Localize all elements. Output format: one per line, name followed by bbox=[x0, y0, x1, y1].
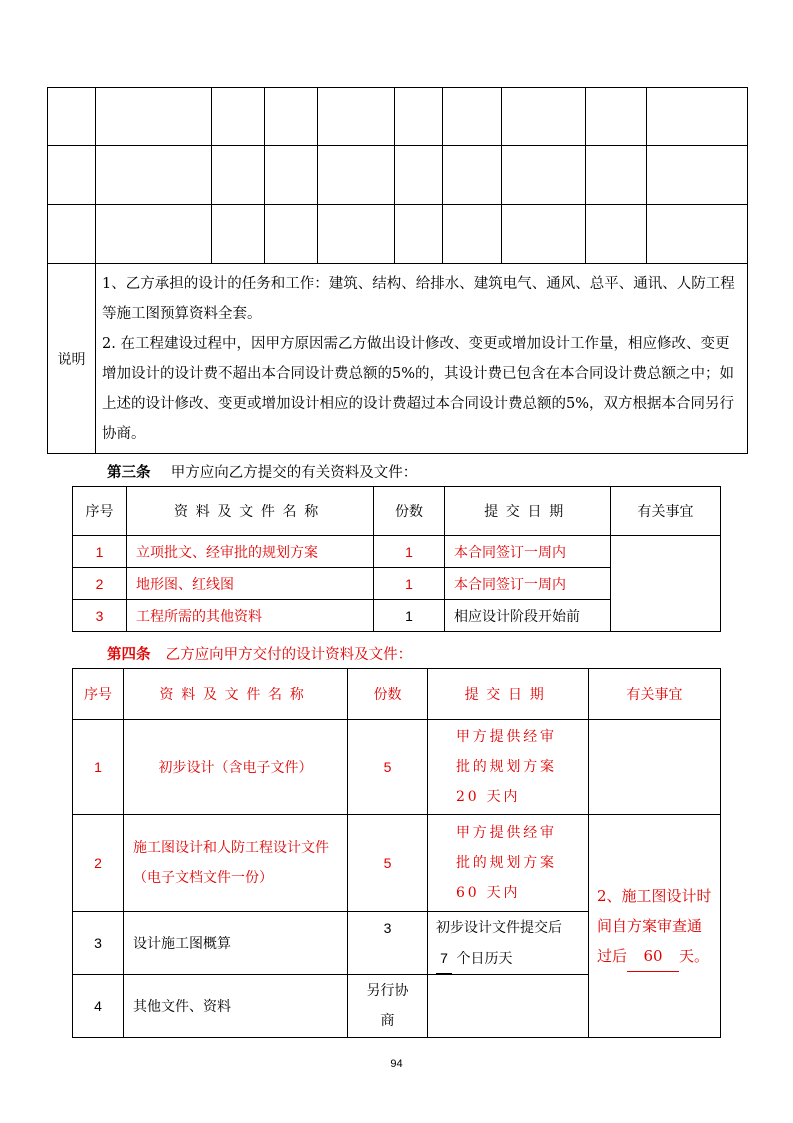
row-remarks bbox=[589, 815, 721, 1038]
table-row bbox=[73, 720, 721, 815]
row-copies: 5 bbox=[348, 720, 428, 815]
note-row bbox=[48, 264, 748, 454]
header-remarks: 有关事宜 bbox=[589, 669, 721, 720]
section4-table bbox=[72, 668, 721, 1038]
row-date: 本合同签订一周内 bbox=[445, 568, 611, 600]
header-date: 提交日期 bbox=[445, 487, 611, 536]
row-no: 2 bbox=[73, 815, 124, 912]
row-date-line2 bbox=[436, 943, 582, 974]
row-copies: 1 bbox=[374, 600, 445, 632]
section3-table bbox=[72, 486, 721, 632]
header-no: 序号 bbox=[73, 487, 127, 536]
row-no: 1 bbox=[73, 536, 127, 568]
row-date: 本合同签订一周内 bbox=[445, 536, 611, 568]
table-row bbox=[73, 815, 721, 912]
row-date-line1: 初步设计文件提交后 bbox=[436, 919, 562, 936]
note-line-1: 1、乙方承担的设计的任务和工作：建筑、结构、给排水、建筑电气、通风、总平、通讯、人防工程等施工图预算资料全套。 bbox=[102, 275, 735, 322]
row-copies: 5 bbox=[348, 815, 428, 912]
row-no: 2 bbox=[73, 568, 127, 600]
table-header-row bbox=[73, 669, 721, 720]
row-name: 工程所需的其他资料 bbox=[127, 600, 374, 632]
row-name: 立项批文、经审批的规划方案 bbox=[127, 536, 374, 568]
row-date bbox=[428, 975, 589, 1038]
row-name: 地形图、红线图 bbox=[127, 568, 374, 600]
row-no: 1 bbox=[73, 720, 124, 815]
empty-row bbox=[48, 88, 748, 146]
note-content bbox=[96, 264, 748, 454]
row-name: 其他文件、资料 bbox=[124, 975, 348, 1038]
header-copies: 份数 bbox=[374, 487, 445, 536]
row-no: 3 bbox=[73, 600, 127, 632]
row-copies: 3 bbox=[348, 912, 428, 975]
section4-heading bbox=[107, 643, 412, 664]
row-date: 甲方提供经审批的规划方案 20 天内 bbox=[428, 720, 589, 815]
header-name: 资料及文件名称 bbox=[127, 487, 374, 536]
table-row bbox=[73, 536, 721, 568]
row-date-blank: 7 bbox=[436, 943, 452, 974]
row-date: 甲方提供经审批的规划方案 60 天内 bbox=[428, 815, 589, 912]
remark-suffix: 天。 bbox=[679, 946, 710, 965]
section3-title: 甲方应向乙方提交的有关资料及文件： bbox=[170, 465, 418, 481]
row-no: 4 bbox=[73, 975, 124, 1038]
page-number: 94 bbox=[390, 1058, 403, 1070]
row-copies: 1 bbox=[374, 568, 445, 600]
note-line-2: 2. 在工程建设过程中，因甲方原因需乙方做出设计修改、变更或增加设计工作量，相应修改、变更增加设计的设计费不超出本合同设计费总额的5%的，其设计费已包含在本合同设计费总额之中；如上述的设计修改、变更或增加设计相应的设计费超过本合同设计费总额的5%，双方根据本合同另行协商。 bbox=[102, 335, 734, 442]
row-date-suffix: 个日历天 bbox=[456, 950, 513, 967]
note-label: 说明 bbox=[48, 264, 96, 454]
table-header-row bbox=[73, 487, 721, 536]
section4-label: 第四条 bbox=[107, 646, 151, 663]
row-remarks bbox=[589, 720, 721, 815]
remark-text: 2、施工图设计时间自方案审查通过后 bbox=[597, 886, 712, 965]
header-remarks: 有关事宜 bbox=[611, 487, 721, 536]
empty-row bbox=[48, 146, 748, 205]
header-date: 提交日期 bbox=[428, 669, 589, 720]
row-copies: 另行协商 bbox=[348, 975, 428, 1038]
row-name: 设计施工图概算 bbox=[124, 912, 348, 975]
row-name: 施工图设计和人防工程设计文件（电子文档文件一份） bbox=[124, 815, 348, 912]
section3-label: 第三条 bbox=[107, 464, 151, 481]
row-date bbox=[428, 912, 589, 975]
row-no: 3 bbox=[73, 912, 124, 975]
row-name: 初步设计（含电子文件） bbox=[124, 720, 348, 815]
empty-row bbox=[48, 205, 748, 264]
section4-title: 乙方应向甲方交付的设计资料及文件： bbox=[165, 647, 413, 663]
top-table bbox=[47, 87, 748, 454]
section3-heading bbox=[107, 461, 417, 482]
row-remarks bbox=[611, 536, 721, 632]
header-no: 序号 bbox=[73, 669, 124, 720]
remark-days: 60 bbox=[627, 941, 679, 972]
header-copies: 份数 bbox=[348, 669, 428, 720]
row-copies: 1 bbox=[374, 536, 445, 568]
row-date: 相应设计阶段开始前 bbox=[445, 600, 611, 632]
header-name: 资料及文件名称 bbox=[124, 669, 348, 720]
